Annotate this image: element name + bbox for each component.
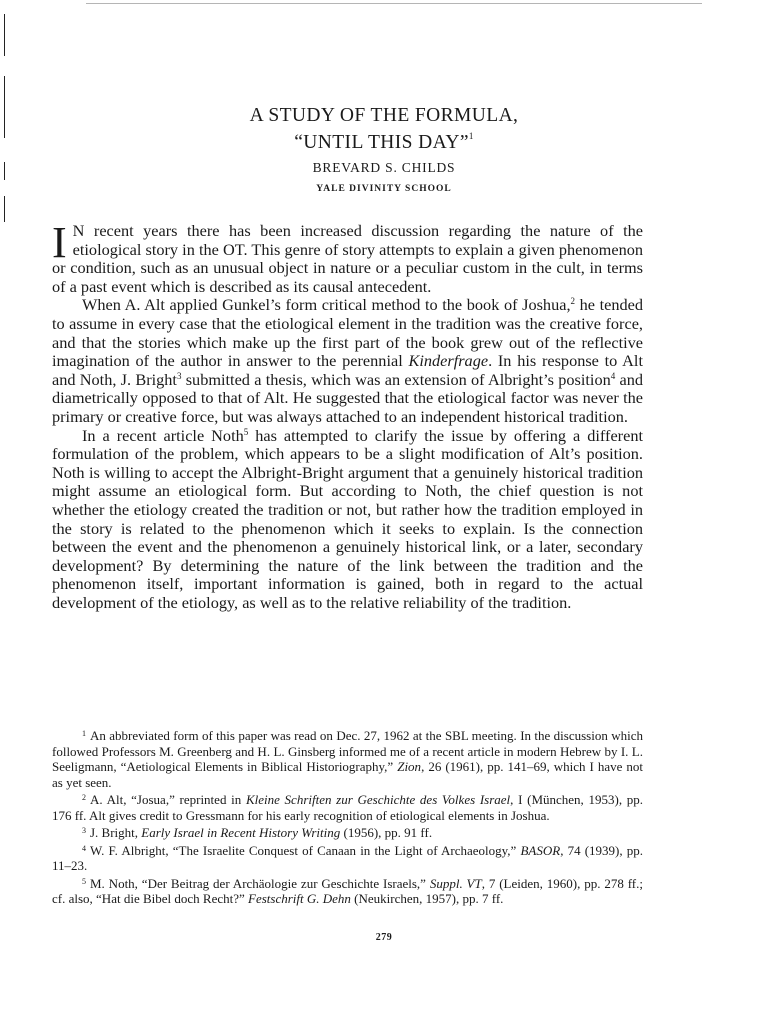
footnote-italic: Early Israel in Recent History Writing bbox=[141, 825, 341, 840]
paragraph-1 bbox=[52, 218, 643, 296]
article-title-line-2 bbox=[0, 126, 768, 153]
footnote-ref: 3 bbox=[176, 370, 182, 381]
footnotes bbox=[52, 726, 643, 907]
footnote-text: , 26 (1961), pp. 141–69, which I have not as yet seen. bbox=[52, 759, 643, 790]
paragraph-1-text: N recent years there has been increased discussion regarding the nature of the etiological story in the OT. This genre of story attempts to explain a given phenomenon or condition, such as an unusual object in nature or a peculiar custom in the cult, in terms of a past event which is described as its causal antecedent. bbox=[52, 221, 643, 296]
footnote-text: An abbreviated form of this paper was read on Dec. 27, 1962 at the SBL meeting. In the discussion which followed Professors M. Greenberg and H. L. Ginsberg informed me of a recent article in modern Hebrew by I. L. Seeligmann, “Aetiological Elements in Biblical Historiography,” bbox=[52, 728, 643, 774]
footnote-text: M. Noth, “Der Beitrag der Archäologie zur Geschichte Israels,” bbox=[90, 875, 430, 891]
page-number: 279 bbox=[375, 932, 393, 943]
footnote-1 bbox=[52, 726, 643, 790]
paragraph-2-text: submitted a thesis, which was an extension of Albright’s position bbox=[181, 369, 611, 389]
footnote-2 bbox=[52, 790, 643, 823]
footnote-text: A. Alt, “Josua,” reprinted in bbox=[90, 792, 246, 807]
footnote-italic: Suppl. VT bbox=[429, 875, 482, 891]
footnote-number: 5 bbox=[82, 876, 86, 886]
author-affiliation: YALE DIVINITY SCHOOL bbox=[316, 184, 452, 194]
margin-mark bbox=[4, 14, 5, 56]
paragraph-3-text: In a recent article Noth bbox=[82, 425, 244, 445]
footnote-italic: Kleine Schriften zur Geschichte des Volkes Israel bbox=[245, 792, 511, 807]
margin-mark bbox=[4, 196, 5, 222]
footnote-ref: 4 bbox=[610, 370, 616, 381]
title-footnote-mark: 1 bbox=[468, 131, 474, 141]
footnote-text: (1956), pp. 91 ff. bbox=[340, 825, 433, 840]
paragraph-2-text: When A. Alt applied Gunkel’s form critical method to the book of Joshua, bbox=[82, 295, 571, 315]
paragraph-2 bbox=[52, 296, 643, 426]
footnote-text: , 74 (1939), pp. 11–23. bbox=[52, 842, 643, 873]
footnote-text: J. Bright, bbox=[90, 825, 142, 840]
footnote-italic: Zion bbox=[397, 759, 422, 774]
footnote-ref: 2 bbox=[570, 296, 576, 307]
footnote-italic: Festschrift G. Dehn bbox=[248, 891, 351, 906]
footnote-number: 3 bbox=[82, 826, 86, 835]
footnote-text: (Neukirchen, 1957), pp. 7 ff. bbox=[350, 891, 504, 906]
article-title-line-1: A STUDY OF THE FORMULA, bbox=[249, 105, 519, 126]
footnote-4 bbox=[52, 841, 643, 874]
drop-cap: I bbox=[52, 218, 67, 267]
footnote-text: , 7 (Leiden, 1960), pp. 278 ff.; cf. also, “Hat die Bibel doch Recht?” bbox=[52, 875, 643, 906]
author-name: BREVARD S. CHILDS bbox=[312, 160, 456, 175]
footnote-number: 4 bbox=[82, 843, 86, 853]
body-text bbox=[52, 218, 644, 612]
paragraph-2-text: he tended to assume in every case that the etiological element in the tradition was the creative force, and that the stories which make up the first part of the book grew out of the reflective imagination of the author in answer to the perennial bbox=[52, 295, 644, 371]
paragraph-3 bbox=[52, 427, 643, 613]
article-title-text: “UNTIL THIS DAY” bbox=[294, 132, 469, 153]
paragraph-2-text: . In his response to Alt and Noth, J. Bright bbox=[52, 351, 643, 389]
footnote-5 bbox=[52, 874, 643, 907]
footnote-number: 1 bbox=[82, 729, 86, 738]
footnote-text: W. F. Albright, “The Israelite Conquest of Canaan in the Light of Archaeology,” bbox=[90, 842, 521, 858]
paragraph-2-text: and diametrically opposed to that of Alt. He suggested that the etiological factor was never the primary or creative force, but was always attached to an independent historical tradition. bbox=[52, 369, 644, 426]
paragraph-3-text: has attempted to clarify the issue by offering a different formulation of the problem, which appears to be a slight modification of Alt’s position. Noth is willing to accept the Albright-Bright argument that a genuinely historical tradition might assume an etiological form. But according to Noth, the chief question is not whether the etiology created the tradition or not, but rather how the tradition employed in the story is related to the phenomenon which it seeks to explain. Is the connection between the event and the phenomenon a genuinely historical link, or a later, secondary development? By determining the nature of the link between the tradition and the phenomenon itself, important information is gained, both in regard to the actual development of the etiology, as well as to the relative reliability of the tradition. bbox=[52, 425, 643, 612]
footnote-text: , I (München, 1953), pp. 176 ff. Alt gives credit to Gressmann for his early recognition of etiological elements in Joshua. bbox=[52, 792, 644, 823]
top-rule bbox=[86, 3, 702, 4]
footnote-3 bbox=[52, 823, 643, 841]
footnote-italic: BASOR bbox=[520, 842, 561, 858]
footnote-ref: 5 bbox=[243, 426, 249, 437]
footnote-number: 2 bbox=[82, 793, 86, 802]
italic-term: Kinderfrage bbox=[408, 351, 489, 371]
